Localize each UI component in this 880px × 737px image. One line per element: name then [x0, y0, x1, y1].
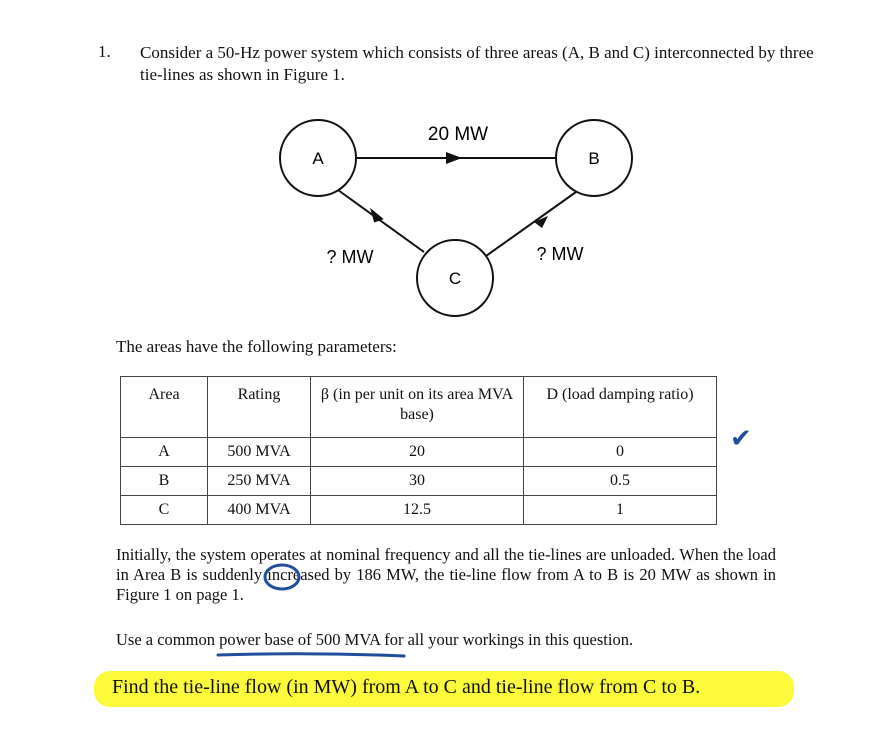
cell-area: C — [121, 496, 208, 525]
question-number: 1. — [98, 42, 111, 61]
cell-area: B — [121, 467, 208, 496]
cell-rating: 500 MVA — [208, 438, 311, 467]
cell-beta: 20 — [311, 438, 524, 467]
check-mark-icon: ✔ — [730, 424, 752, 454]
circle-annotation — [265, 565, 299, 589]
header-area: Area — [121, 377, 208, 438]
cell-area: A — [121, 438, 208, 467]
cell-damping: 1 — [524, 496, 717, 525]
task-statement: Find the tie-line flow (in MW) from A to C and tie-line flow from C to B. — [112, 676, 701, 698]
node-c-label: C — [448, 269, 462, 288]
power-base-note: Use a common power base of 500 MVA for all your workings in this question. — [116, 630, 634, 649]
cb-flow-label: ? MW — [536, 244, 584, 264]
problem-paragraph: Initially, the system operates at nominal frequency and all the tie-lines are unloaded. When the load in Area B is suddenly increased by 186 MW, the tie-line flow from A to B is 20 MW as shown in Figure 1 on page 1. — [116, 545, 776, 604]
ab-flow-label: 20 MW — [427, 124, 489, 145]
cell-damping: 0.5 — [524, 467, 717, 496]
node-a-label: A — [312, 149, 324, 168]
header-rating: Rating — [208, 377, 311, 438]
cell-beta: 12.5 — [311, 496, 524, 525]
parameters-intro: The areas have the following parameters: — [116, 337, 397, 356]
header-beta: β (in per unit on its area MVA base) — [311, 377, 524, 438]
cell-rating: 400 MVA — [208, 496, 311, 525]
cell-damping: 0 — [524, 438, 717, 467]
ac-flow-label: ? MW — [326, 247, 374, 267]
header-damping: D (load damping ratio) — [524, 377, 717, 438]
node-b-label: B — [588, 149, 600, 168]
cell-beta: 30 — [311, 467, 524, 496]
underline-annotation — [218, 654, 404, 656]
question-text: Consider a 50-Hz power system which consists of three areas (A, B and C) interconnected by three tie-lines as shown in Figure 1. — [140, 43, 814, 84]
cell-rating: 250 MVA — [208, 467, 311, 496]
